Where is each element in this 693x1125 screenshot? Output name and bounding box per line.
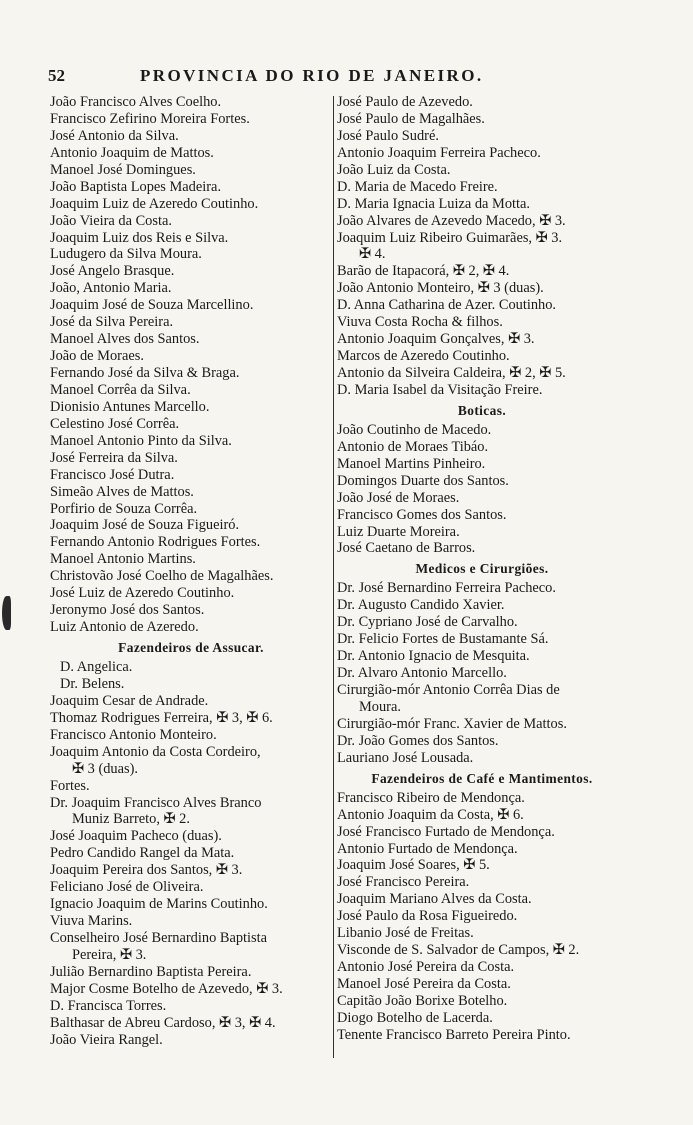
page-edge-mark: [2, 596, 11, 630]
right-column-entry: Cirurgião-mór Antonio Corrêa Dias de: [337, 682, 560, 698]
right-column-entry: Visconde de S. Salvador de Campos, ✠ 2.: [337, 942, 580, 959]
right-column-entry: Francisco Ribeiro de Mendonça.: [337, 789, 525, 806]
left-column-entry: Joaquim José de Souza Marcellino.: [50, 297, 254, 314]
left-column-entry: José Antonio da Silva.: [50, 127, 179, 144]
right-column-entry: João Luiz da Costa.: [337, 161, 451, 178]
right-column-entry: Dr. José Bernardino Ferreira Pacheco.: [337, 580, 556, 597]
right-column-entry: Lauriano José Lousada.: [337, 749, 474, 766]
left-column-entry: Pereira, ✠ 3.: [72, 946, 147, 963]
right-column-entry: Cirurgião-mór Franc. Xavier de Mattos.: [337, 715, 567, 732]
right-column-entry: Capitão João Borixe Botelho.: [337, 992, 508, 1009]
right-column-section-heading: Medicos e Cirurgiões.: [415, 561, 549, 577]
right-column-entry: João Antonio Monteiro, ✠ 3 (duas).: [337, 280, 544, 297]
right-column: [337, 94, 627, 1044]
left-column-entry: Manoel Corrêa da Silva.: [50, 381, 191, 398]
left-column-entry: Dr. Belens.: [60, 675, 125, 692]
left-column-entry: ✠ 3 (duas).: [72, 760, 139, 777]
page-title: PROVINCIA DO RIO DE JANEIRO.: [140, 66, 484, 85]
left-column-entry: José Angelo Brasque.: [50, 263, 175, 280]
left-column-entry: Joaquim Luiz de Azeredo Coutinho.: [50, 195, 259, 212]
left-column-entry: Viuva Marins.: [50, 913, 133, 930]
right-column-entry: Moura.: [359, 698, 401, 715]
right-column-entry: Dr. João Gomes dos Santos.: [337, 732, 499, 749]
right-column-entry: Manoel Martins Pinheiro.: [337, 455, 486, 472]
left-column-entry: Major Cosme Botelho de Azevedo, ✠ 3.: [50, 980, 283, 997]
right-column-entry: João Alvares de Azevedo Macedo, ✠ 3.: [337, 212, 566, 229]
left-column-entry: José Joaquim Pacheco (duas).: [50, 828, 222, 845]
left-column: [50, 94, 332, 1049]
right-column-entry: Antonio José Pereira da Costa.: [337, 959, 515, 976]
left-column-entry: Manoel Antonio Pinto da Silva.: [50, 432, 232, 449]
left-column-entry: Francisco Zefirino Moreira Fortes.: [50, 110, 250, 127]
right-column-entry: Viuva Costa Rocha & filhos.: [337, 314, 503, 331]
left-column-entry: José da Silva Pereira.: [50, 314, 174, 331]
left-column-entry: Joaquim Antonio da Costa Cordeiro,: [50, 743, 261, 760]
left-column-entry: Francisco Antonio Monteiro.: [50, 726, 217, 743]
right-column-entry: José Paulo de Magalhães.: [337, 110, 485, 127]
right-column-entry: Dr. Augusto Candido Xavier.: [337, 597, 505, 614]
left-column-entry: Manoel Alves dos Santos.: [50, 331, 200, 348]
right-column-entry: Dr. Antonio Ignacio de Mesquita.: [337, 648, 530, 665]
left-column-entry: Dionisio Antunes Marcello.: [50, 398, 210, 415]
left-column-entry: João Baptista Lopes Madeira.: [50, 178, 222, 195]
right-column-entry: João José de Moraes.: [337, 489, 460, 506]
right-column-entry: José Paulo de Azevedo.: [337, 94, 473, 110]
right-column-entry: José Paulo da Rosa Figueiredo.: [337, 908, 518, 925]
left-column-entry: José Ferreira da Silva.: [50, 449, 178, 466]
left-column-entry: Joaquim José de Souza Figueiró.: [50, 517, 240, 534]
right-column-entry: João Coutinho de Macedo.: [337, 421, 492, 438]
right-column-entry: Domingos Duarte dos Santos.: [337, 472, 509, 489]
left-column-entry: Porfirio de Souza Corrêa.: [50, 500, 198, 517]
right-column-entry: Dr. Alvaro Antonio Marcello.: [337, 665, 507, 682]
left-column-entry: João Francisco Alves Coelho.: [50, 94, 222, 110]
right-column-entry: Tenente Francisco Barreto Pereira Pinto.: [337, 1026, 571, 1043]
right-column-entry: Antonio Joaquim Gonçalves, ✠ 3.: [337, 331, 535, 348]
right-column-entry: Libanio José de Freitas.: [337, 925, 474, 942]
left-column-entry: Ludugero da Silva Moura.: [50, 246, 202, 263]
right-column-entry: ✠ 4.: [359, 246, 386, 263]
right-column-section-heading: Boticas.: [457, 402, 507, 418]
left-column-entry: José Luiz de Azeredo Coutinho.: [50, 585, 235, 602]
left-column-entry: Dr. Joaquim Francisco Alves Branco: [50, 794, 262, 811]
left-column-entry: Francisco José Dutra.: [50, 466, 175, 483]
right-column-entry: D. Maria Isabel da Visitação Freire.: [337, 381, 543, 398]
right-column-entry: José Caetano de Barros.: [337, 540, 476, 557]
right-column-entry: Diogo Botelho de Lacerda.: [337, 1009, 493, 1026]
right-column-entry: Barão de Itapacorá, ✠ 2, ✠ 4.: [337, 263, 510, 280]
left-column-entry: Christovão José Coelho de Magalhães.: [50, 568, 274, 585]
left-column-entry: João, Antonio Maria.: [50, 280, 172, 297]
left-column-section-heading: Fazendeiros de Assucar.: [118, 640, 264, 655]
left-column-entry: Luiz Antonio de Azeredo.: [50, 619, 199, 636]
right-column-entry: D. Maria Ignacia Luiza da Motta.: [337, 195, 530, 212]
left-column-entry: Joaquim Cesar de Andrade.: [50, 692, 209, 709]
left-column-entry: Joaquim Luiz dos Reis e Silva.: [50, 229, 229, 246]
right-column-entry: D. Anna Catharina de Azer. Coutinho.: [337, 297, 557, 314]
right-column-entry: Antonio Furtado de Mendonça.: [337, 840, 518, 857]
right-column-entry: Luiz Duarte Moreira.: [337, 523, 460, 540]
left-column-entry: Joaquim Pereira dos Santos, ✠ 3.: [50, 862, 243, 879]
left-column-entry: Thomaz Rodrigues Ferreira, ✠ 3, ✠ 6.: [50, 709, 273, 726]
left-column-entry: João de Moraes.: [50, 348, 144, 365]
left-column-entry: Ignacio Joaquim de Marins Coutinho.: [50, 896, 268, 913]
column-divider: [333, 96, 334, 1058]
left-column-entry: Julião Bernardino Baptista Pereira.: [50, 963, 252, 980]
right-column-entry: D. Maria de Macedo Freire.: [337, 178, 498, 195]
left-column-entry: Celestino José Corrêa.: [50, 415, 180, 432]
left-column-entry: Fortes.: [50, 777, 90, 794]
right-column-entry: Joaquim Mariano Alves da Costa.: [337, 891, 532, 908]
left-column-entry: Muniz Barreto, ✠ 2.: [72, 811, 190, 828]
left-column-entry: Balthasar de Abreu Cardoso, ✠ 3, ✠ 4.: [50, 1014, 276, 1031]
left-column-entry: Jeronymo José dos Santos.: [50, 602, 205, 619]
right-column-entry: Antonio de Moraes Tibáo.: [337, 438, 489, 455]
right-column-entry: Joaquim Luiz Ribeiro Guimarães, ✠ 3.: [337, 229, 563, 246]
left-column-entry: D. Angelica.: [60, 659, 133, 675]
left-column-entry: Fernando Antonio Rodrigues Fortes.: [50, 534, 261, 551]
right-column-entry: Antonio Joaquim da Costa, ✠ 6.: [337, 806, 524, 823]
right-column-entry: Dr. Felicio Fortes de Bustamante Sá.: [337, 631, 549, 648]
left-column-entry: Antonio Joaquim de Mattos.: [50, 144, 214, 161]
right-column-entry: José Francisco Furtado de Mendonça.: [337, 823, 555, 840]
left-column-entry: D. Francisca Torres.: [50, 997, 167, 1014]
right-column-entry: Manoel José Pereira da Costa.: [337, 976, 511, 992]
left-column-entry: Simeão Alves de Mattos.: [50, 483, 194, 500]
left-column-entry: Fernando José da Silva & Braga.: [50, 365, 240, 381]
right-column-entry: José Paulo Sudré.: [337, 127, 439, 144]
left-column-entry: Pedro Candido Rangel da Mata.: [50, 845, 235, 862]
page-header: [48, 64, 628, 94]
left-column-entry: João Vieira Rangel.: [50, 1031, 163, 1048]
right-column-entry: Dr. Cypriano José de Carvalho.: [337, 614, 518, 631]
page-number: 52: [48, 66, 65, 85]
left-column-entry: João Vieira da Costa.: [50, 212, 172, 229]
right-column-entry: Francisco Gomes dos Santos.: [337, 506, 507, 523]
left-column-entry: Manoel Antonio Martins.: [50, 551, 196, 568]
left-column-entry: Conselheiro José Bernardino Baptista: [50, 930, 268, 946]
right-column-section-heading: Fazendeiros de Café e Mantimentos.: [371, 770, 593, 786]
left-column-entry: Feliciano José de Oliveira.: [50, 879, 204, 896]
right-column-entry: Marcos de Azeredo Coutinho.: [337, 348, 510, 365]
right-column-entry: Antonio da Silveira Caldeira, ✠ 2, ✠ 5.: [337, 365, 566, 381]
right-column-entry: José Francisco Pereira.: [337, 874, 470, 891]
right-column-entry: Joaquim José Soares, ✠ 5.: [337, 857, 490, 874]
right-column-entry: Antonio Joaquim Ferreira Pacheco.: [337, 144, 541, 161]
left-column-entry: Manoel José Domingues.: [50, 161, 196, 178]
